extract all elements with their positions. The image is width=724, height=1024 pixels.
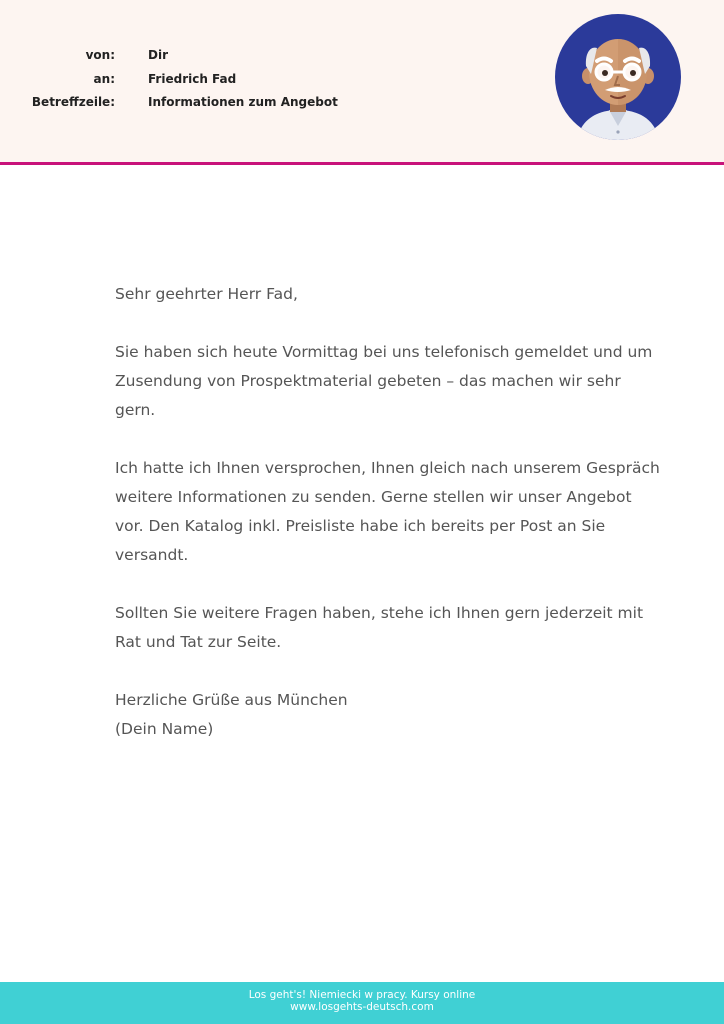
footer-tagline: Los geht's! Niemiecki w pracy. Kursy online	[248, 989, 476, 1001]
from-label: von:	[85, 48, 115, 62]
old-man-avatar-icon	[555, 14, 681, 140]
from-row	[0, 45, 400, 65]
to-value: Friedrich Fad	[148, 72, 237, 86]
subject-row	[0, 92, 400, 112]
paragraph-2: Ich hatte ich Ihnen versprochen, Ihnen gleich nach unserem Gespräch weitere Informationen zu senden. Gerne stellen wir unser Angebot vor. Den Katalog inkl. Preisliste habe ich bereits per Post an Sie versandt.	[115, 459, 660, 564]
email-header	[0, 0, 724, 165]
footer-banner	[0, 982, 724, 1024]
paragraph-1: Sie haben sich heute Vormittag bei uns telefonisch gemeldet und um Zusendung von Prospektmaterial gebeten – das machen wir sehr gern.	[115, 343, 653, 419]
to-label: an:	[93, 72, 115, 86]
footer-website: www.losgehts-deutsch.com	[290, 1001, 434, 1013]
from-value: Dir	[148, 48, 168, 62]
paragraph-3: Sollten Sie weitere Fragen haben, stehe ich Ihnen gern jederzeit mit Rat und Tat zur Seite.	[115, 604, 644, 651]
signature: (Dein Name)	[115, 720, 214, 738]
to-row	[0, 69, 400, 89]
subject-value: Informationen zum Angebot	[148, 95, 338, 109]
letter-body	[115, 280, 660, 744]
closing: Herzliche Grüße aus München	[115, 691, 348, 709]
subject-label: Betreffzeile:	[31, 95, 115, 109]
salutation: Sehr geehrter Herr Fad,	[115, 285, 298, 303]
